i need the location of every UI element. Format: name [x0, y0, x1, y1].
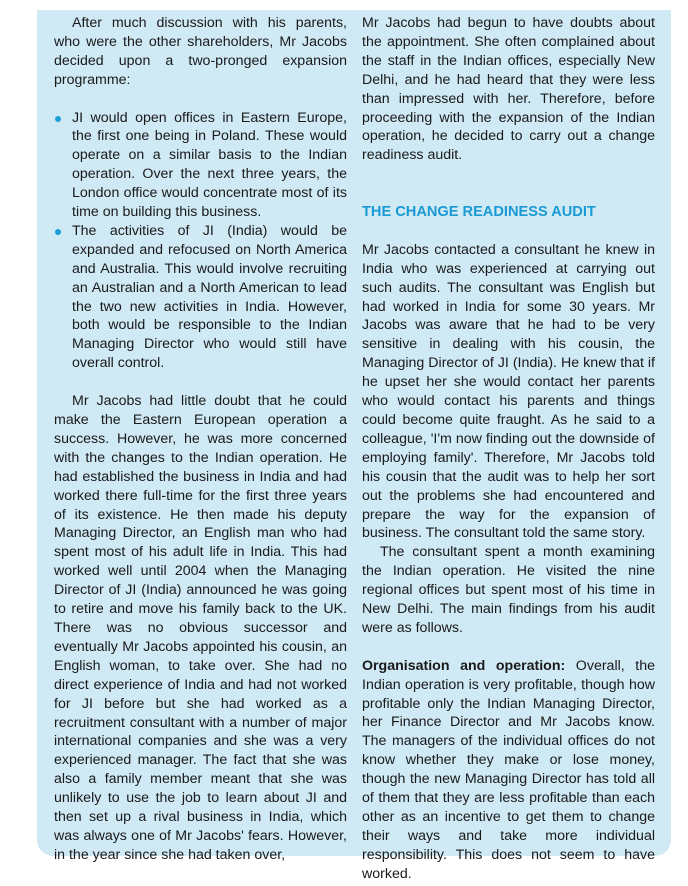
section-heading: THE CHANGE READINESS AUDIT — [362, 204, 596, 221]
findings-text: Overall, the Indian operation is very profitable, though how profitable only the Indian Managing Director, her Finance Director and Mr Jacobs know. The managers of the individual offices do not know whether they make or lose money, though the new Managing Director has told all of them that they are less profitable than each other as an incentive to get them to change their ways and take more individual responsibility. This does not seem to have worked. — [362, 657, 655, 882]
list-item-text: The activities of JI (India) would be expanded and refocused on North America and Australia. This would involve recruiting an Australian and a North American to lead the two new activities in India. However, both would be responsible to the Indian Managing Director who would still have overall control. — [72, 222, 347, 372]
findings-label: Organisation and operation: — [362, 657, 566, 674]
list-item-text: JI would open offices in Eastern Europe, the first one being in Poland. These would operate on a similar basis to the Indian operation. Over the next three years, the London office would concentrate most of its time on building this business. — [72, 109, 347, 221]
list-item — [54, 222, 347, 373]
continuation-paragraph: Mr Jacobs had begun to have doubts about the appointment. She often complained about the staff in the Indian offices, especially New Delhi, and he had heard that they were less than impressed with her. Therefore, before proceeding with the expansion of the Indian operation, he decided to carry out a change readiness audit. — [362, 15, 655, 164]
expansion-list — [54, 109, 347, 374]
history-paragraph: Mr Jacobs had little doubt that he could make the Eastern European operation a success. However, he was more concerned with the changes to the Indian operation. He had established the business in India and had worked there full-time for the first three years of its existence. He then made his deputy Managing Director, an English man who had spent most of his adult life in India. This had worked well until 2004 when the Managing Director of JI (India) announced he was going to retire and move his family back to the UK. There was no obvious successor and eventually Mr Jacobs appointed his cousin, an English woman, to take over. She had no direct experience of India and had not worked for JI before but she had worked as a recruitment consultant with a number of major international companies and she was a very experienced manager. The fact that she was also a family member meant that she was unlikely to use the job to learn about JI and then set up a rival business in India, which was always one of Mr Jacobs' fears. However, in the year since she had taken over, — [54, 393, 347, 863]
consultant-paragraph: The consultant spent a month examining the Indian operation. He visited the nine regional offices but spent most of his time in New Delhi. The main findings from his audit were as follows. — [362, 544, 655, 636]
list-item — [54, 109, 347, 222]
intro-paragraph: After much discussion with his parents, who were the other shareholders, Mr Jacobs decided upon a two-pronged expansion programme: — [54, 15, 347, 88]
findings-paragraph — [362, 657, 655, 884]
bullet-icon — [55, 116, 61, 122]
left-column — [54, 14, 347, 865]
bullet-icon — [55, 229, 61, 235]
audit-paragraph: Mr Jacobs contacted a consultant he knew in India who was experienced at carrying out such audits. The consultant was English but had worked in India for some 30 years. Mr Jacobs was aware that he had to be very sensitive in dealing with his cousin, the Managing Director of JI (India). He knew that if he upset her she would contact her parents who would contact his parents and things could become quite fraught. As he said to a colleague, 'I'm now finding out the downside of employing family'. Therefore, Mr Jacobs told his cousin that the audit was to help her sort out the problems she had encountered and prepare the way for the expansion of business. The consultant told the same story. — [362, 241, 655, 542]
right-column — [362, 14, 655, 884]
